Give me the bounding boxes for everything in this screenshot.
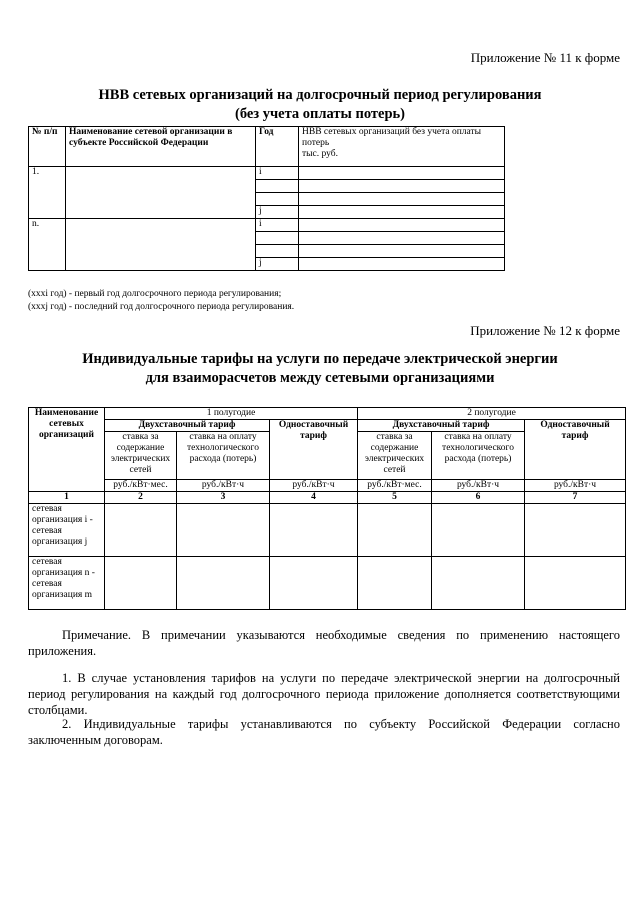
nvv-row-name bbox=[66, 167, 256, 219]
tariff-table bbox=[28, 407, 626, 610]
tariff-col-number: 4 bbox=[270, 492, 358, 504]
nvv-header-name: Наименование сетевой организации в субъекте Российской Федерации bbox=[66, 127, 256, 167]
nvv-row-year bbox=[256, 245, 299, 258]
appendix-11-title-line2: (без учета оплаты потерь) bbox=[234, 106, 406, 122]
tariff-row-cell bbox=[270, 557, 358, 610]
tariff-row-cell bbox=[432, 557, 525, 610]
nvv-row-value bbox=[299, 180, 505, 193]
tariff-unit: руб./кВт·мес. bbox=[358, 480, 432, 492]
tariff-col-number: 3 bbox=[177, 492, 270, 504]
nvv-row-year bbox=[256, 232, 299, 245]
appendix-12-label: Приложение № 12 к форме bbox=[470, 323, 620, 338]
tariff-header-two-rate-1: Двухставочный тариф bbox=[105, 420, 270, 432]
tariff-item-1: 1. В случае установления тарифов на услуги по передаче электрической энергии на долгосрочный период регулирования на каждый год долгосрочного периода приложение дополняется соответствующими столбцами. bbox=[28, 671, 620, 717]
tariff-col-number: 6 bbox=[432, 492, 525, 504]
tariff-header-one-rate-2: Одноставочный тариф bbox=[525, 420, 626, 480]
nvv-row-year: j bbox=[256, 258, 299, 271]
appendix-12-title-line1: Индивидуальные тарифы на услуги по передаче электрической энергии bbox=[82, 351, 558, 367]
tariff-header-two-rate-2: Двухставочный тариф bbox=[358, 420, 525, 432]
tariff-row-name: сетевая организация n - сетевая организация m bbox=[29, 557, 105, 610]
tariff-header-loss-2: ставка на оплату технологического расхода (потерь) bbox=[432, 432, 525, 480]
nvv-table bbox=[28, 126, 505, 271]
nvv-row-value bbox=[299, 193, 505, 206]
appendix-11-label: Приложение № 11 к форме bbox=[470, 50, 620, 65]
appendix-11-title bbox=[20, 86, 620, 124]
nvv-row-num: n. bbox=[29, 219, 66, 271]
nvv-row-name bbox=[66, 219, 256, 271]
tariff-col-number: 2 bbox=[105, 492, 177, 504]
nvv-header-nvv-title: НВВ сетевых организаций без учета оплаты потерь bbox=[302, 127, 482, 148]
tariff-row-cell bbox=[525, 504, 626, 557]
nvv-row-year: i bbox=[256, 219, 299, 232]
nvv-row-value bbox=[299, 258, 505, 271]
nvv-row-value bbox=[299, 206, 505, 219]
tariff-unit: руб./кВт·ч bbox=[432, 480, 525, 492]
nvv-row-year bbox=[256, 180, 299, 193]
tariff-header-maint-1: ставка за содержание электрических сетей bbox=[105, 432, 177, 480]
tariff-unit: руб./кВт·ч bbox=[525, 480, 626, 492]
tariff-row-cell bbox=[177, 504, 270, 557]
nvv-row-value bbox=[299, 219, 505, 232]
tariff-col-number: 5 bbox=[358, 492, 432, 504]
nvv-notes bbox=[28, 288, 294, 314]
nvv-row-year bbox=[256, 193, 299, 206]
nvv-header-num: № п/п bbox=[29, 127, 66, 167]
nvv-row-num: 1. bbox=[29, 167, 66, 219]
tariff-header-half2: 2 полугодие bbox=[358, 408, 626, 420]
tariff-row-name: сетевая организация i - сетевая организация j bbox=[29, 504, 105, 557]
tariff-row-cell bbox=[358, 504, 432, 557]
nvv-row-value bbox=[299, 167, 505, 180]
tariff-row-cell bbox=[358, 557, 432, 610]
tariff-row-cell bbox=[105, 557, 177, 610]
tariff-row-cell bbox=[177, 557, 270, 610]
tariff-col-number: 1 bbox=[29, 492, 105, 504]
tariff-item-2: 2. Индивидуальные тарифы устанавливаются по субъекту Российской Федерации согласно заключенным договорам. bbox=[28, 717, 620, 747]
tariff-unit: руб./кВт·мес. bbox=[105, 480, 177, 492]
nvv-row-value bbox=[299, 245, 505, 258]
nvv-header-nvv bbox=[299, 127, 505, 167]
tariff-row-cell bbox=[432, 504, 525, 557]
nvv-row-value bbox=[299, 232, 505, 245]
tariff-header-loss-1: ставка на оплату технологического расхода (потерь) bbox=[177, 432, 270, 480]
tariff-row-cell bbox=[525, 557, 626, 610]
tariff-header-half1: 1 полугодие bbox=[105, 408, 358, 420]
tariff-unit: руб./кВт·ч bbox=[177, 480, 270, 492]
tariff-row-cell bbox=[105, 504, 177, 557]
appendix-11-title-line1: НВВ сетевых организаций на долгосрочный период регулирования bbox=[98, 87, 542, 103]
nvv-header-year: Год bbox=[256, 127, 299, 167]
tariff-col-number: 7 bbox=[525, 492, 626, 504]
tariff-header-name: Наименование сетевых организаций bbox=[29, 408, 105, 492]
nvv-row-year: j bbox=[256, 206, 299, 219]
tariff-unit: руб./кВт·ч bbox=[270, 480, 358, 492]
nvv-note-last-year: (xxxj год) - последний год долгосрочного периода регулирования. bbox=[28, 302, 295, 312]
tariff-note: Примечание. В примечании указываются необходимые сведения по применению настоящего приложения. bbox=[28, 628, 620, 658]
appendix-12-title bbox=[20, 350, 620, 388]
tariff-header-one-rate-1: Одноставочный тариф bbox=[270, 420, 358, 480]
nvv-note-first-year: (xxxi год) - первый год долгосрочного периода регулирования; bbox=[28, 289, 282, 299]
appendix-12-title-line2: для взаиморасчетов между сетевыми организациями bbox=[145, 370, 495, 386]
nvv-row-year: i bbox=[256, 167, 299, 180]
nvv-header-unit: тыс. руб. bbox=[302, 149, 338, 159]
tariff-header-maint-2: ставка за содержание электрических сетей bbox=[358, 432, 432, 480]
tariff-row-cell bbox=[270, 504, 358, 557]
